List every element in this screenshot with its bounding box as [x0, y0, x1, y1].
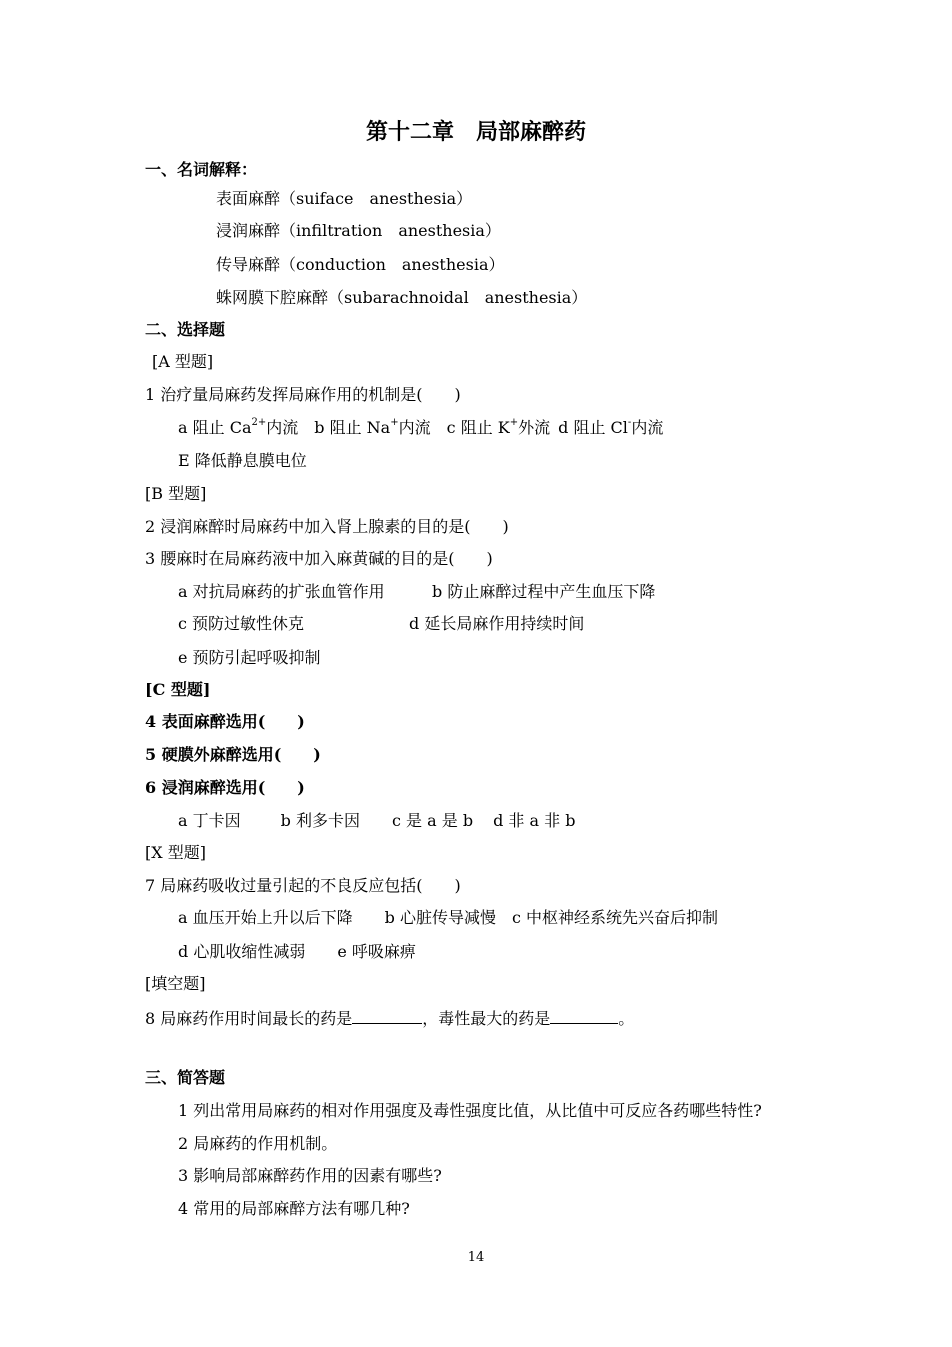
- fill-blank-label: [填空题]: [145, 974, 206, 993]
- answer-blank-1[interactable]: [352, 1007, 422, 1024]
- short-answer-1: 1 列出常用局麻药的相对作用强度及毒性强度比值，从比值中可反应各药哪些特性?: [178, 1101, 762, 1120]
- question-2: 2 浸润麻醉时局麻药中加入肾上腺素的目的是( ): [145, 517, 509, 536]
- question-8: 8 局麻药作用时间最长的药是 ，毒性最大的药是 。: [145, 1009, 635, 1028]
- term-conduction-anesthesia: 传导麻醉（conduction anesthesia）: [216, 255, 505, 274]
- q1-option-c: c 阻止 K+外流: [446, 416, 551, 437]
- type-c-label: [C 型题]: [145, 680, 211, 699]
- question-1-options: [178, 418, 663, 438]
- q1-option-d: d 阻止 Cl-内流: [558, 416, 664, 437]
- question-1: 1 治疗量局麻药发挥局麻作用的机制是( ): [145, 385, 461, 404]
- q3-option-b: b 防止麻醉过程中产生血压下降: [432, 582, 656, 601]
- short-answer-4: 4 常用的局部麻醉方法有哪几种?: [178, 1199, 410, 1218]
- type-x-label: [X 型题]: [145, 843, 206, 862]
- page-number: 14: [467, 1250, 485, 1265]
- type-b-label: [B 型题]: [145, 484, 207, 503]
- term-surface-anesthesia: 表面麻醉（suiface anesthesia）: [216, 189, 473, 208]
- short-answer-2: 2 局麻药的作用机制。: [178, 1134, 338, 1153]
- c-option-b: b 利多卡因: [280, 811, 360, 830]
- question-4: 4 表面麻醉选用( ): [145, 712, 305, 731]
- section-3-heading: 三、简答题: [145, 1068, 226, 1087]
- section-1-heading: 一、名词解释：: [145, 160, 258, 179]
- q7-option-e: e 呼吸麻痹: [337, 942, 416, 961]
- q3-option-d: d 延长局麻作用持续时间: [409, 614, 585, 633]
- q7-options-row-2: [178, 942, 416, 962]
- question-5: 5 硬膜外麻醉选用( ): [145, 745, 321, 764]
- term-infiltration-anesthesia: 浸润麻醉（infiltration anesthesia）: [216, 221, 501, 240]
- q7-option-c: c 中枢神经系统先兴奋后抑制: [511, 908, 719, 927]
- q7-option-a: a 血压开始上升以后下降: [178, 908, 353, 927]
- c-option-d: d 非 a 非 b: [493, 811, 576, 830]
- q1-option-b: b 阻止 Na+内流: [314, 416, 431, 437]
- term-subarachnoid-anesthesia: 蛛网膜下腔麻醉（subarachnoidal anesthesia）: [216, 288, 588, 307]
- type-a-label: [A 型题]: [152, 352, 214, 371]
- short-answer-3: 3 影响局部麻醉药作用的因素有哪些?: [178, 1166, 442, 1185]
- q7-options-row-1: [178, 908, 718, 928]
- q3-option-c: c 预防过敏性休克: [178, 614, 305, 633]
- q1-option-a: a 阻止 $Ca^{2+}$内流: [178, 416, 299, 437]
- chapter-title: 第十二章 局部麻醉药: [365, 119, 586, 145]
- section-2-heading: 二、选择题: [145, 320, 226, 339]
- c-option-a: a 丁卡因: [178, 811, 241, 830]
- q3-option-e: e 预防引起呼吸抑制: [178, 648, 321, 667]
- q3-option-a: a 对抗局麻药的扩张血管作用: [178, 582, 385, 601]
- question-7: 7 局麻药吸收过量引起的不良反应包括( ): [145, 876, 461, 895]
- q1-option-e: E 降低静息膜电位: [178, 451, 307, 470]
- c-option-c: c 是 a 是 b: [391, 811, 474, 830]
- question-3: 3 腰麻时在局麻药液中加入麻黄碱的目的是( ): [145, 549, 493, 568]
- q7-option-d: d 心肌收缩性减弱: [178, 942, 306, 961]
- question-6: 6 浸润麻醉选用( ): [145, 778, 305, 797]
- q7-option-b: b 心脏传导减慢: [384, 908, 496, 927]
- type-c-options: [178, 811, 575, 831]
- answer-blank-2[interactable]: [550, 1007, 618, 1024]
